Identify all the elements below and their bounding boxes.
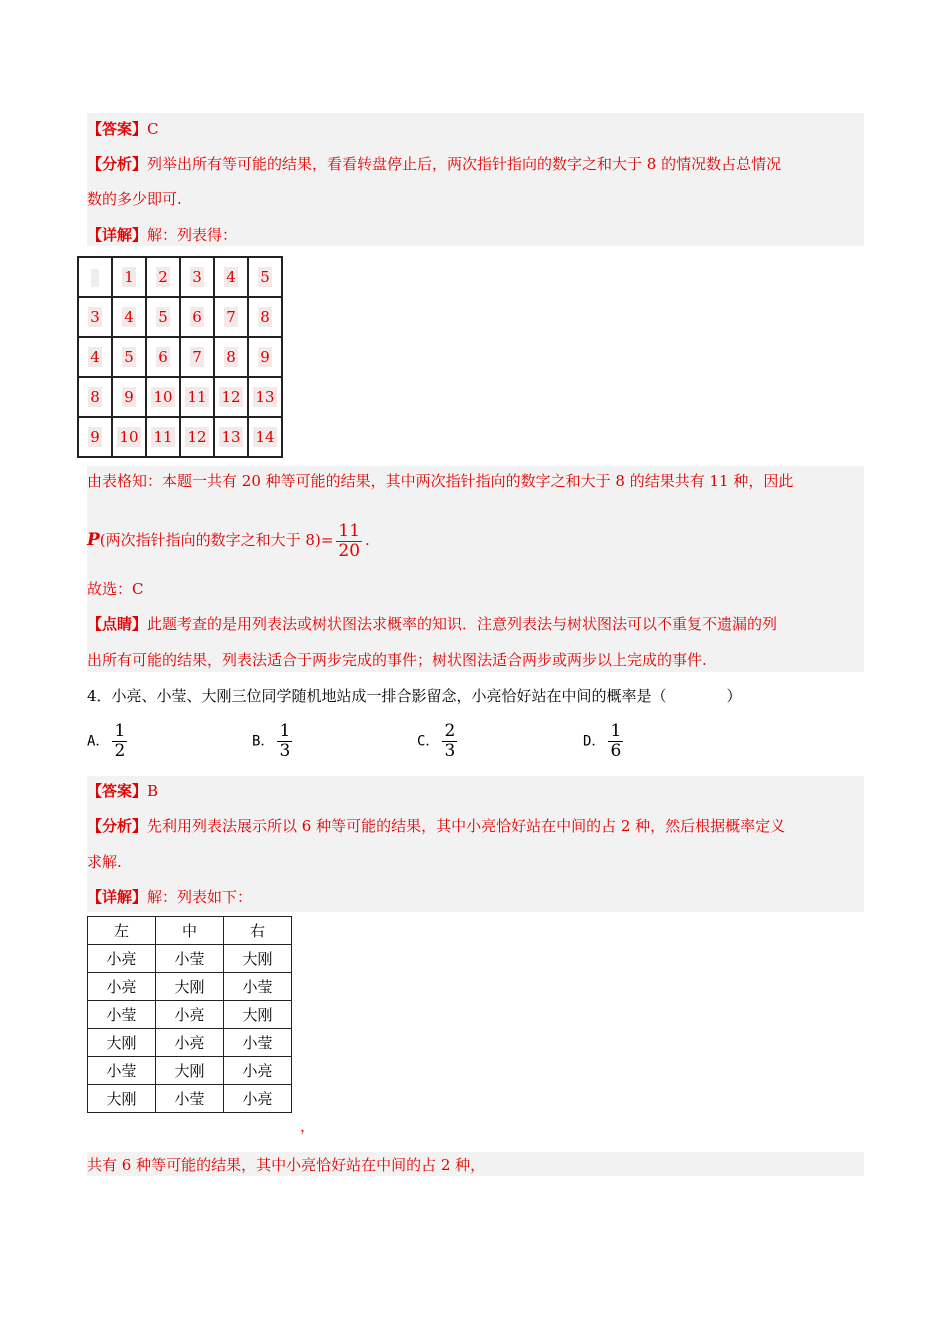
table-corner-cell [78,257,112,297]
table-cell: 11 [146,417,180,457]
table-cell: 小莹 [156,945,224,973]
names-table-header-row [88,917,292,945]
table-cell: 11 [180,377,214,417]
table-row [88,1001,292,1029]
detail-text: 解：列表如下： [147,888,253,906]
q3-analysis-line1 [87,154,781,174]
table-row [88,973,292,1001]
q4-last-line: 共有 6 种等可能的结果，其中小亮恰好站在中间的占 2 种， [87,1156,486,1174]
names-table [87,916,292,1113]
table-header-cell: 左 [88,917,156,945]
table-cell: 10 [112,417,146,457]
option-label: D． [583,733,606,750]
sum-table-header-row [78,257,282,297]
option-label: A． [87,733,110,750]
prob-event: (两次指针指向的数字之和大于 8) [99,531,321,549]
option-a [87,722,130,761]
table-row [88,1085,292,1113]
table-cell: 6 [146,337,180,377]
prob-equals: = [320,531,334,549]
q3-comment-line1 [87,614,777,634]
table-cell: 小亮 [88,945,156,973]
table-cell: 13 [248,377,282,417]
table-suffix-comma: ， [300,1117,316,1135]
q3-choice-line: 故选：C [87,580,144,598]
table-cell: 10 [146,377,180,417]
q4-analysis-line2: 求解. [87,853,122,871]
table-row [88,1057,292,1085]
table-header-cell: 3 [180,257,214,297]
table-cell: 4 [78,337,112,377]
q4-answer-line [87,781,158,801]
q4-question: 4．小亮、小莹、大刚三位同学随机地站成一排合影留念，小亮恰好站在中间的概率是（ ） [87,687,742,705]
table-header-cell: 1 [112,257,146,297]
table-header-cell: 中 [156,917,224,945]
table-cell: 大刚 [224,945,292,973]
answer-value: C [147,120,159,138]
table-cell: 小莹 [88,1001,156,1029]
table-cell: 14 [248,417,282,457]
detail-text: 解：列表得： [147,226,238,244]
table-cell: 9 [248,337,282,377]
analysis-tag: 【分析】 [87,155,148,173]
table-row [88,945,292,973]
prob-symbol: P [87,530,100,550]
option-fraction [608,722,623,761]
table-cell: 8 [248,297,282,337]
q3-probability-formula [87,516,370,564]
detail-tag: 【详解】 [87,226,148,244]
analysis-tag: 【分析】 [87,817,148,835]
table-header-cell: 4 [214,257,248,297]
answer-tag: 【答案】 [87,782,148,800]
table-row [78,377,282,417]
table-cell: 大刚 [156,1057,224,1085]
table-cell: 大刚 [156,973,224,1001]
fraction-denominator: 6 [610,741,622,761]
sum-table [77,256,283,458]
table-row [88,1029,292,1057]
table-cell: 小莹 [224,973,292,1001]
option-d [583,722,626,761]
table-row [78,297,282,337]
table-cell: 小亮 [88,973,156,1001]
table-cell: 小亮 [224,1057,292,1085]
q4-detail-line [87,887,252,907]
fraction-denominator: 20 [338,540,361,561]
option-fraction [442,722,457,761]
fraction-numerator: 1 [114,721,126,741]
table-cell: 8 [78,377,112,417]
table-cell: 6 [180,297,214,337]
detail-tag: 【详解】 [87,888,148,906]
option-fraction [277,722,292,761]
table-row [78,417,282,457]
table-cell: 小莹 [224,1029,292,1057]
option-b [252,722,295,761]
table-cell: 小亮 [156,1029,224,1057]
table-cell: 小亮 [156,1001,224,1029]
answer-tag: 【答案】 [87,120,148,138]
q3-detail-line [87,225,237,245]
table-cell: 3 [78,297,112,337]
table-cell: 小亮 [224,1085,292,1113]
q4-analysis-line1 [87,816,785,836]
table-cell: 大刚 [88,1029,156,1057]
option-label: C． [417,733,440,750]
table-cell: 小莹 [156,1085,224,1113]
table-cell: 13 [214,417,248,457]
q3-conclusion-line: 由表格知：本题一共有 20 种等可能的结果，其中两次指针指向的数字之和大于 8 的结果共有 11 种，因此 [87,472,794,490]
fraction-denominator: 3 [444,741,456,761]
table-cell: 5 [146,297,180,337]
q3-conclusion-background [87,466,864,672]
table-header-cell: 2 [146,257,180,297]
q3-analysis-line2: 数的多少即可. [87,190,182,208]
table-cell: 5 [112,337,146,377]
table-row [78,337,282,377]
table-cell: 9 [112,377,146,417]
table-cell: 7 [180,337,214,377]
q3-answer-line [87,119,159,139]
comment-text: 此题考查的是用列表法或树状图法求概率的知识．注意列表法与树状图法可以不重复不遗漏的列 [147,615,778,633]
option-label: B． [252,733,275,750]
prob-end: . [365,531,370,549]
option-fraction [112,722,127,761]
table-cell: 7 [214,297,248,337]
q3-comment-line2: 出所有可能的结果，列表法适合于两步完成的事件；树状图法适合两步或两步以上完成的事件. [87,651,707,669]
fraction-numerator: 11 [338,520,361,541]
fraction-denominator: 3 [279,741,291,761]
fraction-numerator: 2 [444,721,456,741]
table-cell: 8 [214,337,248,377]
answer-value: B [147,782,159,800]
fraction-numerator: 1 [610,721,622,741]
table-cell: 12 [180,417,214,457]
table-cell: 4 [112,297,146,337]
table-cell: 大刚 [224,1001,292,1029]
fraction-numerator: 1 [279,721,291,741]
table-cell: 小莹 [88,1057,156,1085]
fraction-denominator: 2 [114,741,126,761]
table-header-cell: 5 [248,257,282,297]
table-cell: 12 [214,377,248,417]
comment-tag: 【点睛】 [87,615,148,633]
analysis-text: 先利用列表法展示所以 6 种等可能的结果，其中小亮恰好站在中间的占 2 种，然后根据概率定义 [147,817,786,835]
table-cell: 9 [78,417,112,457]
table-header-cell: 右 [224,917,292,945]
analysis-text: 列举出所有等可能的结果，看看转盘停止后，两次指针指向的数字之和大于 8 的情况数占总情况 [147,155,782,173]
prob-fraction [336,522,362,561]
option-c [417,722,460,761]
table-cell: 大刚 [88,1085,156,1113]
